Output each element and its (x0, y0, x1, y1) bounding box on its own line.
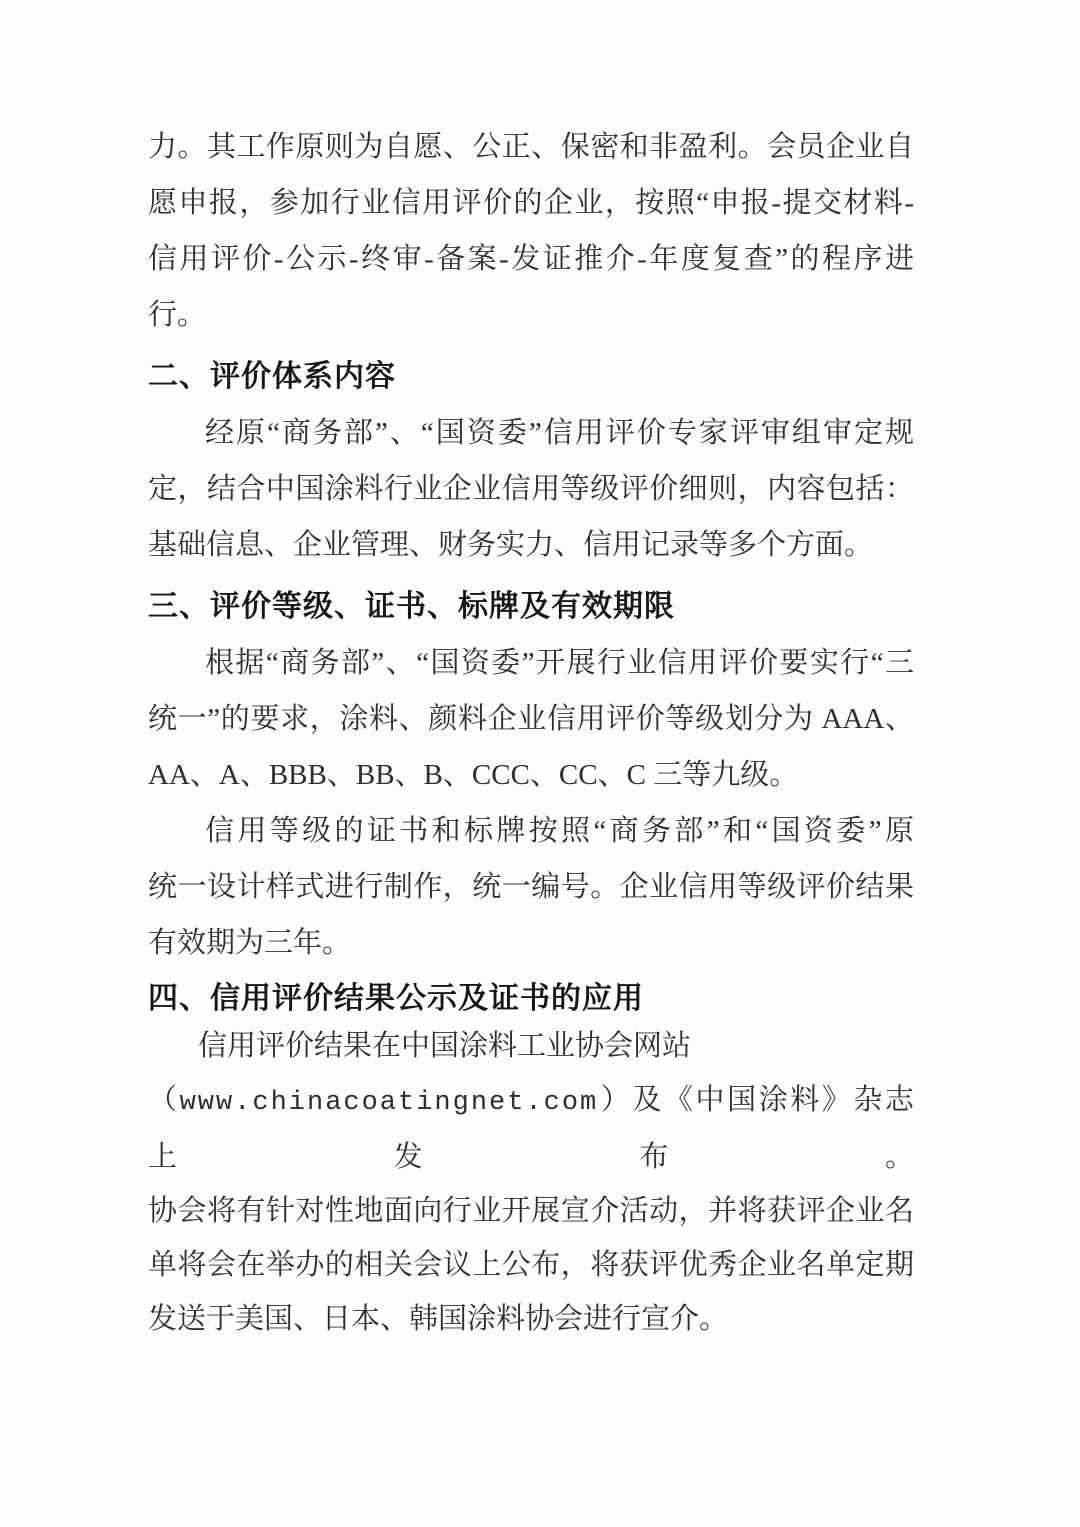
text-line: 统一设计样式进行制作，统一编号。企业信用等级评价结果 (148, 871, 914, 903)
section-heading-three: 三、评价等级、证书、标牌及有效期限 (148, 590, 675, 623)
text-line: 信用等级的证书和标牌按照“商务部”和“国资委”原 (205, 815, 914, 847)
url-line-rest: 及《中国涂料》杂志上发布。 (148, 1084, 914, 1173)
text-line: 力。其工作原则为自愿、公正、保密和非盈利。会员企业自 (148, 131, 914, 163)
text-line: 信用评价结果在中国涂料工业协会网站 (198, 1030, 692, 1062)
text-line-url (148, 1073, 914, 1184)
text-line: 发送于美国、日本、韩国涂料协会进行宣介。 (148, 1303, 729, 1335)
section-rating-levels (148, 579, 914, 971)
section-heading-four: 四、信用评价结果公示及证书的应用 (148, 982, 644, 1015)
text-line: 行。 (148, 299, 207, 331)
text-line: 统一”的要求，涂料、颜料企业信用评价等级划分为 AAA、 (148, 703, 914, 735)
document-content (148, 119, 914, 1346)
text-line: 有效期为三年。 (148, 927, 352, 959)
text-line: 基础信息、企业管理、财务实力、信用记录等多个方面。 (148, 529, 874, 561)
text-line: AA、A、BBB、BB、B、CCC、CC、C 三等九级。 (148, 759, 799, 791)
text-line: 定，结合中国涂料行业企业信用等级评价细则，内容包括： (148, 473, 914, 505)
text-line: 根据“商务部”、“国资委”开展行业信用评价要实行“三 (205, 647, 914, 679)
text-line: 愿申报，参加行业信用评价的企业，按照“申报-提交材料- (148, 187, 914, 219)
paragraph (148, 1019, 914, 1346)
text-line: 单将会在举办的相关会议上公布，将获评优秀企业名单定期 (148, 1249, 914, 1281)
paren-open: （ (148, 1084, 180, 1116)
website-url: www.chinacoatingnet.com (179, 1088, 599, 1118)
paragraph (148, 635, 914, 803)
section-result-publication (148, 971, 914, 1346)
paren-close: ） (598, 1084, 633, 1116)
text-line: 信用评价-公示-终审-备案-发证推介-年度复查”的程序进 (148, 243, 914, 275)
continuation-paragraph (148, 119, 914, 343)
section-evaluation-system (148, 349, 914, 573)
paragraph (148, 405, 914, 573)
text-line: 协会将有针对性地面向行业开展宣介活动，并将获评企业名 (148, 1195, 914, 1227)
paragraph (148, 803, 914, 971)
section-heading-two: 二、评价体系内容 (148, 360, 396, 393)
paragraph (148, 119, 914, 343)
text-line: 经原“商务部”、“国资委”信用评价专家评审组审定规 (205, 417, 914, 449)
